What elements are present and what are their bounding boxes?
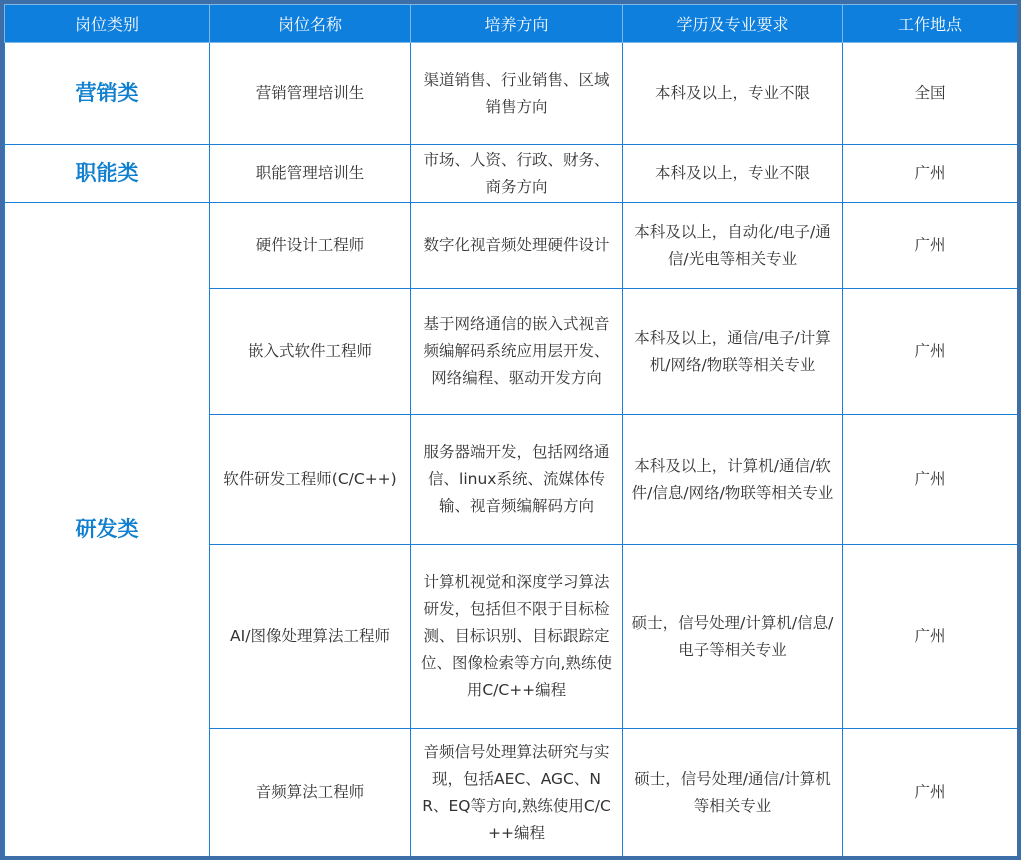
- requirement-cell: 本科及以上，专业不限: [623, 43, 843, 145]
- position-name-cell: 软件研发工程师(C/C++): [210, 415, 411, 545]
- direction-cell: 渠道销售、行业销售、区域销售方向: [411, 43, 623, 145]
- direction-cell: 计算机视觉和深度学习算法研发，包括但不限于目标检测、目标识别、目标跟踪定位、图像检索等方向,熟练使用C/C++编程: [411, 545, 623, 729]
- requirement-cell: 本科及以上，专业不限: [623, 145, 843, 203]
- location-cell: 广州: [843, 289, 1018, 415]
- header-education-requirement: 学历及专业要求: [623, 5, 843, 43]
- direction-cell: 市场、人资、行政、财务、商务方向: [411, 145, 623, 203]
- position-name-cell: 职能管理培训生: [210, 145, 411, 203]
- category-cell: 营销类: [5, 43, 210, 145]
- header-category: 岗位类别: [5, 5, 210, 43]
- direction-cell: 数字化视音频处理硬件设计: [411, 203, 623, 289]
- table-row: [5, 43, 1018, 145]
- location-cell: 广州: [843, 729, 1018, 857]
- direction-cell: 服务器端开发，包括网络通信、linux系统、流媒体传输、视音频编解码方向: [411, 415, 623, 545]
- category-cell: 职能类: [5, 145, 210, 203]
- location-cell: 广州: [843, 203, 1018, 289]
- position-name-cell: 音频算法工程师: [210, 729, 411, 857]
- direction-cell: 基于网络通信的嵌入式视音频编解码系统应用层开发、网络编程、驱动开发方向: [411, 289, 623, 415]
- position-name-cell: 硬件设计工程师: [210, 203, 411, 289]
- position-name-cell: AI/图像处理算法工程师: [210, 545, 411, 729]
- requirement-cell: 本科及以上，计算机/通信/软件/信息/网络/物联等相关专业: [623, 415, 843, 545]
- requirement-cell: 本科及以上，自动化/电子/通信/光电等相关专业: [623, 203, 843, 289]
- direction-cell: 音频信号处理算法研究与实现，包括AEC、AGC、NR、EQ等方向,熟练使用C/C++编程: [411, 729, 623, 857]
- category-cell: 研发类: [5, 203, 210, 857]
- table-row: [5, 203, 1018, 289]
- position-name-cell: 营销管理培训生: [210, 43, 411, 145]
- header-training-direction: 培养方向: [411, 5, 623, 43]
- header-position-name: 岗位名称: [210, 5, 411, 43]
- table-row: [5, 145, 1018, 203]
- requirement-cell: 硕士，信号处理/计算机/信息/电子等相关专业: [623, 545, 843, 729]
- position-name-cell: 嵌入式软件工程师: [210, 289, 411, 415]
- requirement-cell: 本科及以上，通信/电子/计算机/网络/物联等相关专业: [623, 289, 843, 415]
- location-cell: 全国: [843, 43, 1018, 145]
- recruitment-table: [4, 4, 1018, 857]
- requirement-cell: 硕士，信号处理/通信/计算机等相关专业: [623, 729, 843, 857]
- header-work-location: 工作地点: [843, 5, 1018, 43]
- header-row: [5, 5, 1018, 43]
- location-cell: 广州: [843, 545, 1018, 729]
- location-cell: 广州: [843, 415, 1018, 545]
- location-cell: 广州: [843, 145, 1018, 203]
